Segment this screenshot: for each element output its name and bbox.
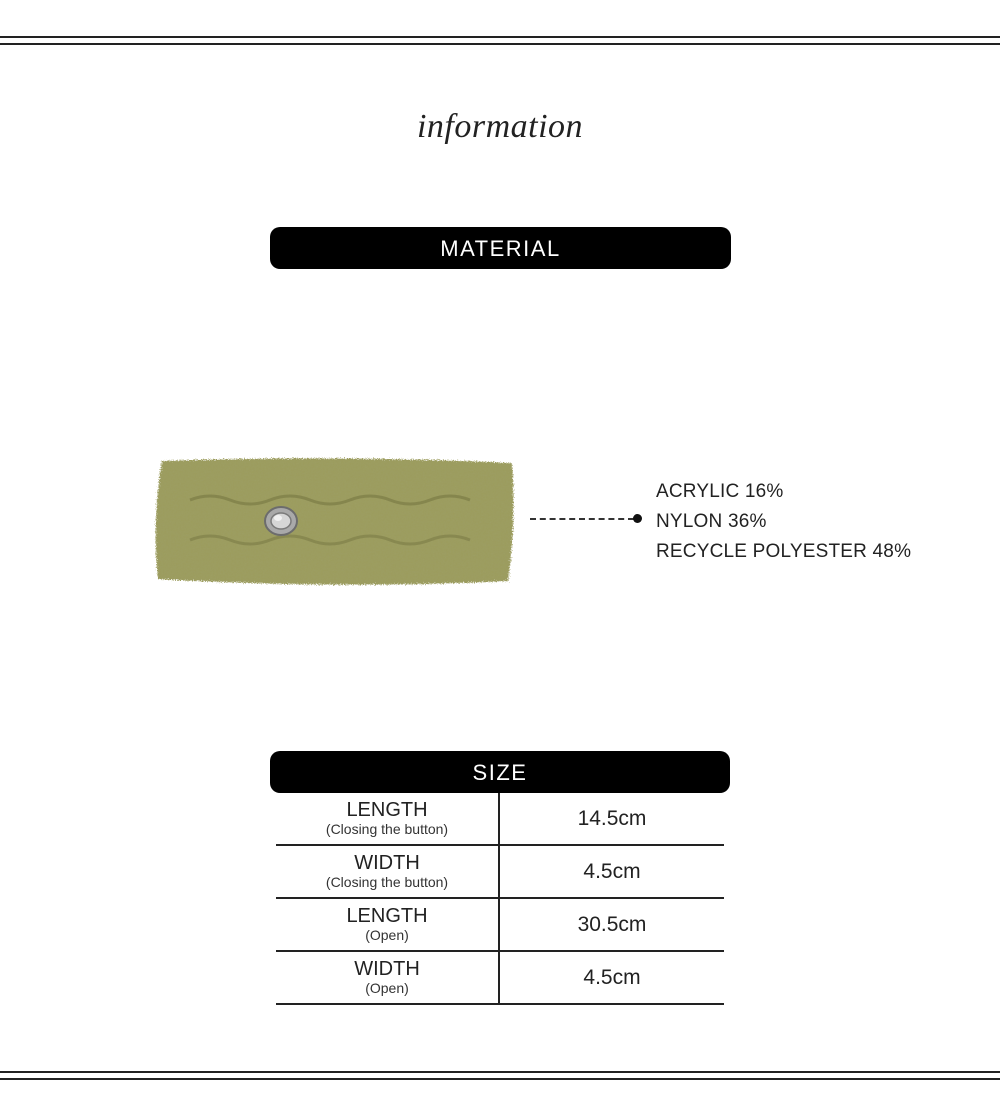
size-label: LENGTH (346, 799, 428, 821)
size-value: 14.5cm (499, 793, 724, 845)
size-table (276, 793, 724, 1005)
size-note: (Closing the button) (325, 821, 449, 837)
leader-dot (633, 514, 642, 523)
size-value: 4.5cm (499, 951, 724, 1004)
size-label-cell (276, 845, 499, 898)
bottom-border-line-outer (0, 1078, 1000, 1080)
size-note: (Closing the button) (325, 874, 449, 890)
table-row (276, 898, 724, 951)
size-label-cell (276, 951, 499, 1004)
page-title: information (416, 108, 584, 145)
size-label-cell (276, 898, 499, 951)
top-border-line-inner (0, 43, 1000, 45)
size-label: WIDTH (354, 958, 420, 980)
bottom-border-line-inner (0, 1071, 1000, 1073)
material-leader-line (530, 518, 634, 520)
material-list (656, 477, 911, 567)
size-label-cell (276, 793, 499, 845)
product-image-headband (150, 455, 520, 590)
material-item: NYLON 36% (656, 511, 767, 532)
size-label: WIDTH (354, 852, 420, 874)
table-row (276, 793, 724, 845)
size-value: 4.5cm (499, 845, 724, 898)
top-border-line-outer (0, 36, 1000, 38)
size-label: LENGTH (346, 905, 428, 927)
size-header: SIZE (270, 751, 730, 793)
size-note: (Open) (365, 927, 409, 943)
table-row (276, 845, 724, 898)
metal-button-icon (265, 507, 297, 535)
material-header: MATERIAL (270, 227, 731, 269)
table-row (276, 951, 724, 1004)
material-item: ACRYLIC 16% (656, 481, 784, 502)
size-value: 30.5cm (499, 898, 724, 951)
material-item: RECYCLE POLYESTER 48% (656, 541, 912, 562)
size-note: (Open) (365, 980, 409, 996)
